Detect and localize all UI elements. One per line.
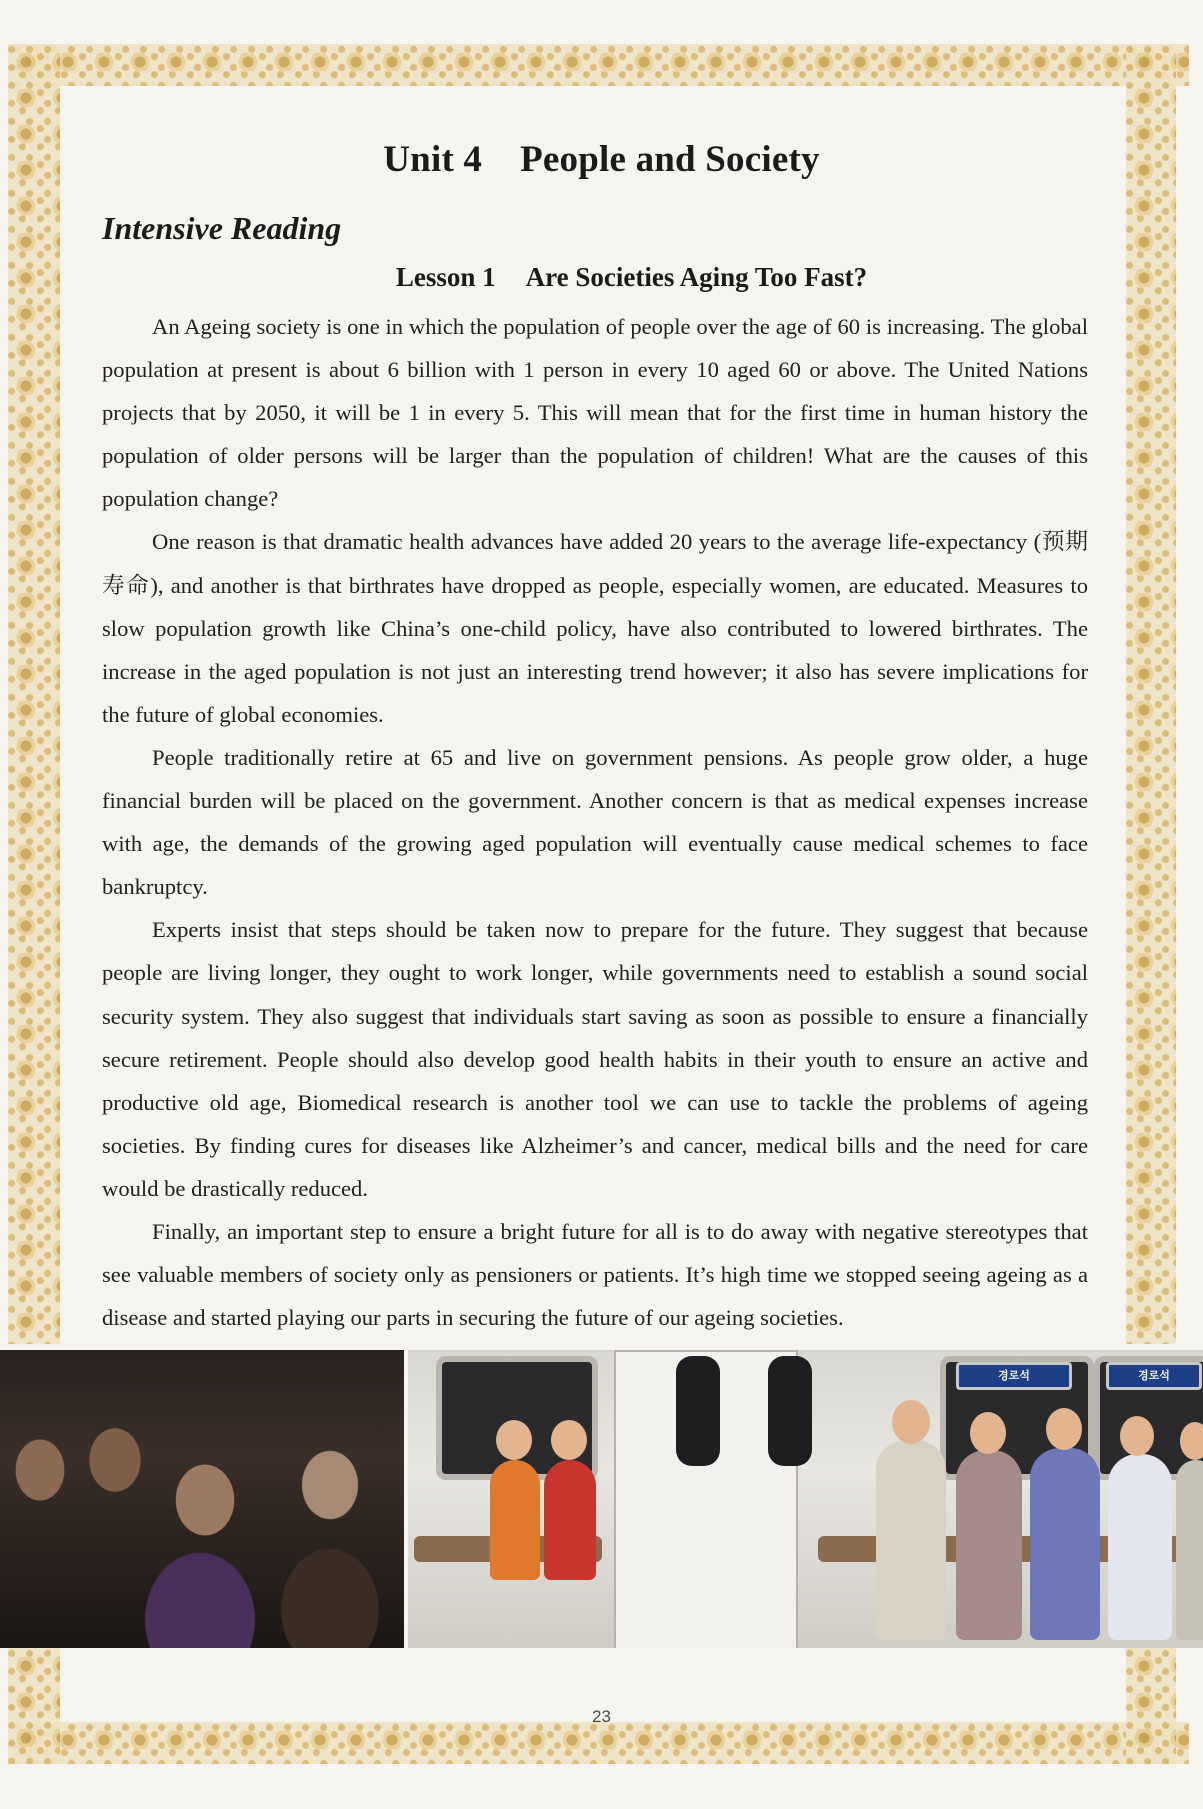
elderly-person-edge: [1176, 1460, 1203, 1640]
ornamental-border-left-lower: [8, 1648, 60, 1764]
paragraph-3: People traditionally retire at 65 and live on government pensions. As people grow older, a huge financial burden will be placed on the government. Another concern is that as medical expenses increase with age, the demands of the growing aged population will eventually cause medical schemes to face bankruptcy.: [102, 744, 1088, 900]
elderly-head-4: [1120, 1416, 1154, 1456]
unit-title: [0, 138, 1203, 181]
paragraph-4: Experts insist that steps should be taken now to prepare for the future. They suggest that because people are living longer, they ought to work longer, while governments need to establish a sound social security system. They also suggest that individuals start saving as soon as possible to ensure a financially secure retirement. People should also develop good health habits in their youth to ensure an active and productive old age, Biomedical research is another tool we can use to tackle the problems of ageing societies. By finding cures for diseases like Alzheimer’s and cancer, medical bills and the need for care would be drastically reduced.: [102, 917, 1088, 1201]
ornamental-border-right-lower: [1126, 1648, 1176, 1764]
child-head-2: [551, 1420, 587, 1460]
priority-seat-sign-1: 경로석: [956, 1362, 1072, 1390]
photo-elderly-crowd: [0, 1350, 404, 1648]
lesson-label: Lesson 1: [395, 262, 496, 292]
unit-name: People and Society: [520, 139, 820, 180]
child-red-shirt: [544, 1460, 596, 1580]
elderly-head-5: [1180, 1422, 1203, 1460]
door-window-left: [676, 1356, 720, 1466]
ornamental-border-left: [8, 44, 60, 1344]
lesson-title: [0, 262, 1203, 293]
photo-subway-seats: [408, 1350, 1203, 1648]
elderly-head-3: [1046, 1408, 1082, 1450]
ornamental-border-bottom: [14, 1722, 1189, 1764]
unit-label: Unit 4: [383, 139, 483, 180]
elderly-man-2: [1030, 1448, 1100, 1640]
elderly-woman-1: [956, 1450, 1022, 1640]
door-window-right: [768, 1356, 812, 1466]
paragraph-5: Finally, an important step to ensure a bright future for all is to do away with negative stereotypes that see valuable members of society only as pensioners or patients. It’s high time we stopped seeing ageing as a disease and started playing our parts in securing the future of our ageing societies.: [102, 1218, 1088, 1331]
child-orange-shirt: [490, 1460, 540, 1580]
paragraph-2: One reason is that dramatic health advances have added 20 years to the average life-expectancy (预期寿命), and another is that birthrates have dropped as people, especially women, are educated. Measures to slow population growth like China’s one-child policy, have also contributed to lowered birthrates. The increase in the aged population is not just an interesting trend however; it also has severe implications for the future of global economies.: [102, 529, 1088, 727]
reading-passage: [102, 305, 1088, 1339]
elderly-head-2: [970, 1412, 1006, 1454]
elderly-man-1: [876, 1440, 946, 1640]
ornamental-border-right: [1126, 44, 1176, 1344]
child-head-1: [496, 1420, 532, 1460]
lesson-name: Are Societies Aging Too Fast?: [525, 262, 868, 292]
priority-seat-sign-2: 경로석: [1106, 1362, 1202, 1390]
elderly-woman-2: [1108, 1454, 1172, 1640]
page-number: 23: [592, 1707, 611, 1726]
elderly-head-1: [892, 1400, 930, 1444]
ornamental-border-top: [14, 44, 1189, 86]
section-title: Intensive Reading: [102, 210, 342, 246]
paragraph-1: An Ageing society is one in which the population of people over the age of 60 is increasing. The global population at present is about 6 billion with 1 person in every 10 aged 60 or above. The United Nations projects that by 2050, it will be 1 in every 5. This will mean that for the first time in human history the population of older persons will be larger than the population of children! What are the causes of this population change?: [102, 314, 1088, 512]
